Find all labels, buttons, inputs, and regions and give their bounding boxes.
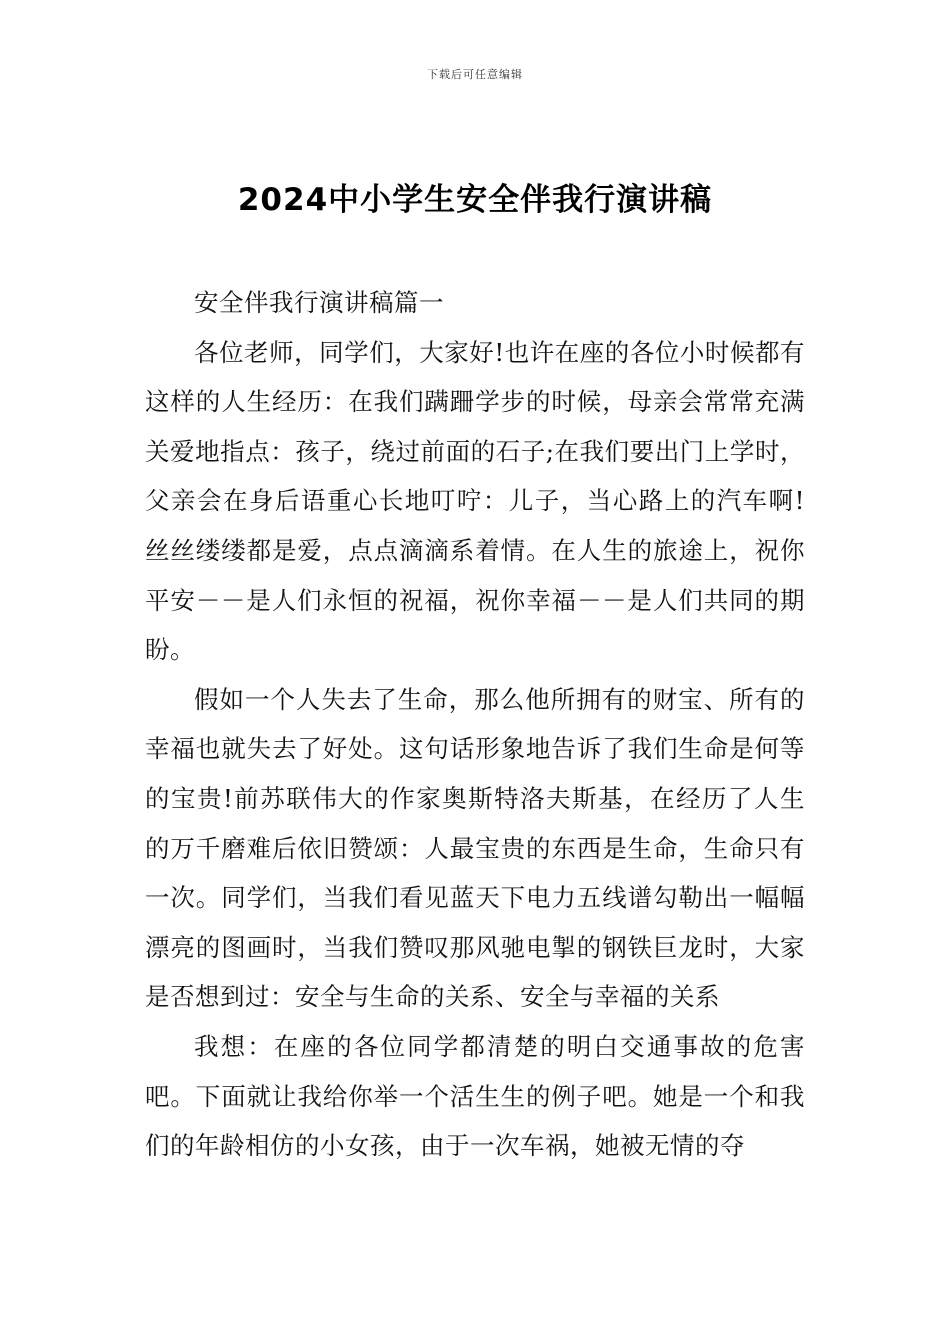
paragraph-3: 我想：在座的各位同学都清楚的明白交通事故的危害吧。下面就让我给你举一个活生生的例子吧。她是一个和我们的年龄相仿的小女孩，由于一次车祸，她被无情的夺	[145, 1031, 805, 1161]
header-note: 下载后可任意编辑	[427, 68, 523, 81]
document-body	[145, 278, 805, 1171]
document-title: 2024中小学生安全伴我行演讲稿	[237, 182, 713, 218]
paragraph-1: 各位老师，同学们，大家好!也许在座的各位小时候都有这样的人生经历：在我们蹒跚学步的时候，母亲会常常充满关爱地指点：孩子，绕过前面的石子;在我们要出门上学时，父亲会在身后语重心长地叮咛：儿子，当心路上的汽车啊!丝丝缕缕都是爱，点点滴滴系着情。在人生的旅途上，祝你平安－－是人们永恒的祝福，祝你幸福－－是人们共同的期盼。	[145, 337, 805, 665]
section-heading: 安全伴我行演讲稿篇一	[194, 288, 444, 317]
paragraph-2: 假如一个人失去了生命，那么他所拥有的财宝、所有的幸福也就失去了好处。这句话形象地告诉了我们生命是何等的宝贵!前苏联伟大的作家奥斯特洛夫斯基，在经历了人生的万千磨难后依旧赞颂：人最宝贵的东西是生命，生命只有一次。同学们，当我们看见蓝天下电力五线谱勾勒出一幅幅漂亮的图画时，当我们赞叹那风驰电掣的钢铁巨龙时，大家是否想到过：安全与生命的关系、安全与幸福的关系	[145, 684, 805, 1012]
